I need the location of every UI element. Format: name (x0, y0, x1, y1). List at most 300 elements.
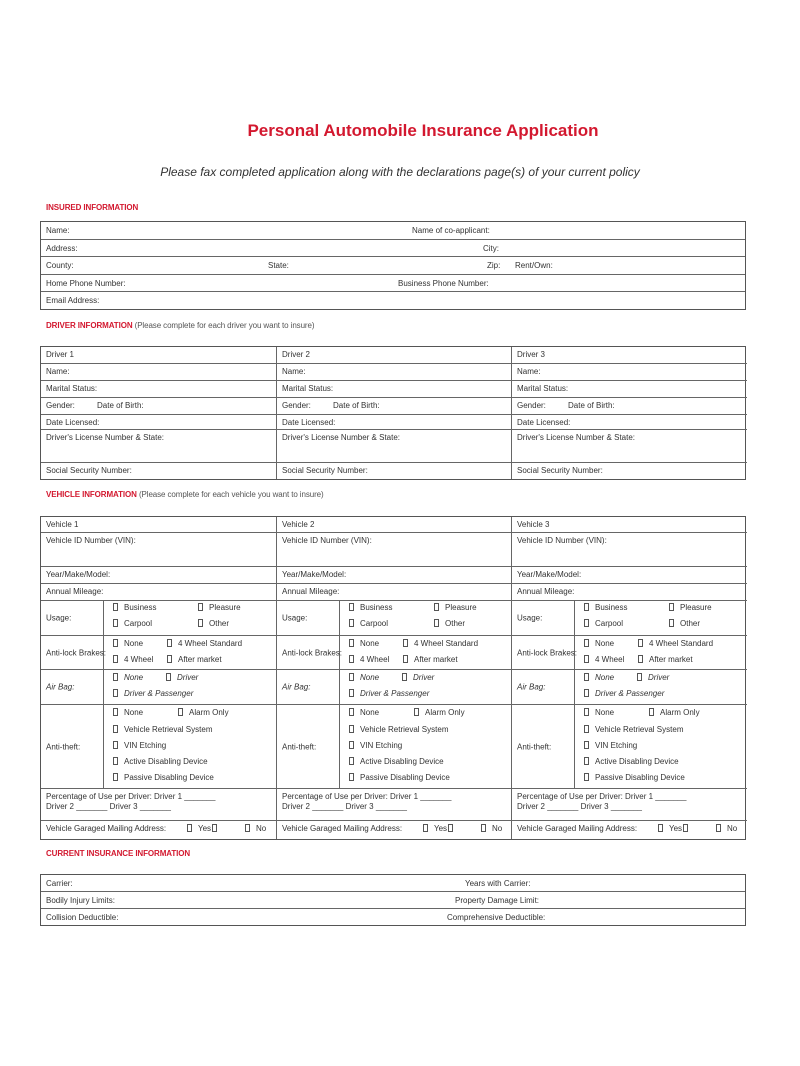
vehicle-header[interactable] (277, 517, 511, 533)
checkbox-icon[interactable] (113, 708, 118, 716)
checkbox-option[interactable] (402, 673, 434, 682)
driver-marital[interactable] (512, 381, 747, 398)
checkbox-option[interactable] (349, 725, 448, 734)
checkbox-option[interactable] (638, 639, 713, 648)
checkbox-icon[interactable] (113, 741, 118, 749)
checkbox-icon[interactable] (349, 725, 354, 733)
checkbox-option[interactable] (349, 639, 379, 648)
insured-row-name[interactable] (41, 222, 745, 240)
option-label: Other (445, 619, 466, 628)
driver-ssn-label: Social Security Number: (517, 466, 603, 475)
checkbox-icon[interactable] (434, 619, 439, 627)
option-label: Other (680, 619, 701, 628)
abs[interactable] (277, 636, 511, 670)
option-label: 4 Wheel (124, 655, 154, 664)
current-row-carrier[interactable] (41, 875, 745, 892)
checkbox-icon[interactable] (113, 773, 118, 781)
checkbox-icon[interactable] (113, 689, 118, 697)
checkbox-icon[interactable] (212, 824, 217, 832)
option-label: Yes (198, 824, 212, 833)
checkbox-icon[interactable] (481, 824, 486, 832)
address-label: Address: (46, 244, 78, 253)
checkbox-icon[interactable] (638, 655, 643, 663)
checkbox-option[interactable] (403, 639, 478, 648)
checkbox-option[interactable] (113, 619, 152, 628)
garaged-address-label: Vehicle Garaged Mailing Address: (282, 824, 403, 833)
driver-ssn[interactable] (512, 463, 747, 479)
checkbox-icon[interactable] (245, 824, 250, 832)
driver-header-label: Driver 3 (517, 350, 546, 359)
driver-ssn-label: Social Security Number: (46, 466, 132, 475)
checkbox-icon[interactable] (584, 655, 589, 663)
option-label: Passive Disabling Device (595, 773, 685, 782)
airbag-label-cell (277, 670, 340, 704)
option-label: Vehicle Retrieval System (360, 725, 449, 734)
driver-header[interactable] (512, 347, 747, 364)
driver-gender-label: Gender: (282, 401, 311, 410)
checkbox-option[interactable] (584, 603, 627, 612)
checkbox-option[interactable] (113, 639, 143, 648)
pct-line1: Percentage of Use per Driver: Driver 1 _______ (46, 792, 216, 801)
usage-label: Usage: (282, 613, 308, 623)
checkbox-icon[interactable] (584, 741, 589, 749)
checkbox-icon[interactable] (349, 619, 354, 627)
abs-label-cell (277, 636, 343, 669)
form-title: Personal Automobile Insurance Application (247, 121, 599, 140)
option-label: After market (649, 655, 693, 664)
option-label: Business (124, 603, 157, 612)
checkbox-icon[interactable] (178, 708, 183, 716)
antitheft-label-cell (512, 705, 575, 788)
checkbox-icon[interactable] (584, 725, 589, 733)
checkbox-option[interactable] (669, 603, 712, 612)
checkbox-option[interactable] (349, 603, 392, 612)
checkbox-option[interactable] (113, 655, 153, 664)
checkbox-option[interactable] (187, 824, 223, 833)
antitheft-label: Anti-theft: (46, 742, 81, 751)
checkbox-icon[interactable] (402, 673, 407, 681)
checkbox-icon[interactable] (669, 603, 674, 611)
option-label: VIN Etching (124, 741, 167, 750)
driver-name[interactable] (512, 364, 747, 381)
driver-license-no[interactable] (512, 430, 747, 463)
checkbox-option[interactable] (584, 655, 624, 664)
comprehensive-label: Comprehensive Deductible: (447, 913, 546, 922)
abs-label: Anti-lock Brakes: (46, 648, 107, 657)
zip-label: Zip: (487, 261, 501, 270)
driver-ssn[interactable] (277, 463, 511, 479)
option-label: No (256, 824, 267, 833)
checkbox-option[interactable] (403, 655, 458, 664)
checkbox-option[interactable] (584, 741, 637, 750)
checkbox-icon[interactable] (113, 725, 118, 733)
checkbox-icon[interactable] (349, 673, 354, 681)
option-label: Pleasure (680, 603, 712, 612)
vehicle-ymm[interactable] (41, 567, 276, 584)
driver-marital[interactable] (41, 381, 276, 398)
insured-row-email[interactable] (41, 292, 745, 309)
checkbox-icon[interactable] (638, 639, 643, 647)
checkbox-option[interactable] (113, 725, 212, 734)
rent-own-label: Rent/Own: (515, 261, 553, 270)
checkbox-option[interactable] (349, 741, 402, 750)
airbag-label-cell (41, 670, 104, 704)
checkbox-icon[interactable] (198, 603, 203, 611)
option-label: Alarm Only (425, 708, 465, 717)
checkbox-icon[interactable] (584, 673, 589, 681)
option-label: Driver (177, 673, 199, 682)
checkbox-icon[interactable] (349, 655, 354, 663)
vehicle-header-label: Vehicle 3 (517, 520, 550, 529)
checkbox-option[interactable] (113, 757, 208, 766)
option-label: Carpool (124, 619, 153, 628)
driver-marital-label: Marital Status: (46, 384, 98, 393)
garaged-address-label: Vehicle Garaged Mailing Address: (46, 824, 167, 833)
checkbox-option[interactable] (584, 773, 685, 782)
vehicle-column (41, 517, 277, 839)
checkbox-option[interactable] (423, 824, 459, 833)
driver-gender-label: Gender: (46, 401, 75, 410)
insured-table (40, 221, 746, 310)
vehicle-ymm-label: Year/Make/Model: (282, 570, 347, 579)
checkbox-icon[interactable] (167, 655, 172, 663)
vehicle-mileage[interactable] (512, 584, 747, 601)
checkbox-icon[interactable] (349, 689, 354, 697)
checkbox-icon[interactable] (716, 824, 721, 832)
vehicle-mileage[interactable] (277, 584, 511, 601)
checkbox-option[interactable] (434, 619, 465, 628)
current-row-collision[interactable] (41, 909, 745, 925)
checkbox-icon[interactable] (584, 689, 589, 697)
bodily-label: Bodily Injury Limits: (46, 896, 115, 905)
option-label: None (360, 639, 380, 648)
checkbox-option[interactable] (658, 824, 694, 833)
option-label: Alarm Only (660, 708, 700, 717)
option-label: Driver & Passenger (595, 689, 665, 698)
vehicle-ymm[interactable] (277, 567, 511, 584)
years-label: Years with Carrier: (465, 879, 531, 888)
checkbox-option[interactable] (584, 639, 614, 648)
checkbox-option[interactable] (198, 603, 241, 612)
antitheft-label-cell (277, 705, 340, 788)
checkbox-option[interactable] (349, 708, 379, 717)
checkbox-icon[interactable] (113, 603, 118, 611)
vehicle-header[interactable] (512, 517, 747, 533)
checkbox-icon[interactable] (658, 824, 663, 832)
vehicle-mileage-label: Annual Mileage: (46, 587, 104, 596)
driver-license-no[interactable] (277, 430, 511, 463)
checkbox-icon[interactable] (349, 708, 354, 716)
vehicle-ymm-label: Year/Make/Model: (46, 570, 111, 579)
checkbox-icon[interactable] (584, 619, 589, 627)
option-label: No (492, 824, 503, 833)
usage[interactable] (512, 601, 747, 636)
vehicle-vin[interactable] (277, 533, 511, 567)
checkbox-option[interactable] (414, 708, 465, 717)
percentage-of-use[interactable] (277, 789, 511, 821)
driver-gender[interactable] (512, 398, 747, 415)
checkbox-icon[interactable] (649, 708, 654, 716)
option-label: VIN Etching (595, 741, 638, 750)
checkbox-option[interactable] (113, 741, 166, 750)
vehicle-vin-label: Vehicle ID Number (VIN): (46, 536, 136, 545)
driver-marital-label: Marital Status: (517, 384, 569, 393)
driver-note: (Please complete for each driver you want to insure) (134, 321, 315, 330)
checkbox-option[interactable] (349, 757, 444, 766)
driver-name-label: Name: (517, 367, 541, 376)
checkbox-option[interactable] (584, 689, 664, 698)
name-label: Name: (46, 226, 70, 235)
checkbox-option[interactable] (113, 689, 193, 698)
insured-row-phone[interactable] (41, 275, 745, 292)
driver-header-label: Driver 1 (46, 350, 75, 359)
checkbox-icon[interactable] (584, 757, 589, 765)
checkbox-option[interactable] (638, 655, 693, 664)
checkbox-option[interactable] (198, 619, 229, 628)
antitheft[interactable] (41, 705, 276, 789)
driver-license-no-label: Driver's License Number & State: (517, 433, 636, 442)
option-label: Alarm Only (189, 708, 229, 717)
garaged-address[interactable] (512, 821, 747, 839)
checkbox-option[interactable] (584, 725, 683, 734)
checkbox-option[interactable] (669, 619, 700, 628)
checkbox-option[interactable] (349, 655, 389, 664)
checkbox-icon[interactable] (349, 639, 354, 647)
checkbox-icon[interactable] (349, 773, 354, 781)
antitheft[interactable] (512, 705, 747, 789)
checkbox-option[interactable] (349, 673, 379, 682)
option-label: Yes (434, 824, 448, 833)
driver-ssn-label: Social Security Number: (282, 466, 368, 475)
current-table (40, 874, 746, 926)
home-phone-label: Home Phone Number: (46, 279, 126, 288)
abs[interactable] (512, 636, 747, 670)
checkbox-option[interactable] (113, 773, 214, 782)
checkbox-icon[interactable] (113, 619, 118, 627)
option-label: 4 Wheel (595, 655, 625, 664)
checkbox-option[interactable] (166, 673, 198, 682)
insured-row-county[interactable] (41, 257, 745, 275)
airbag[interactable] (41, 670, 276, 705)
checkbox-option[interactable] (167, 639, 242, 648)
vehicle-vin-label: Vehicle ID Number (VIN): (282, 536, 372, 545)
checkbox-option[interactable] (113, 603, 156, 612)
checkbox-option[interactable] (167, 655, 222, 664)
checkbox-option[interactable] (349, 773, 450, 782)
option-label: Pleasure (209, 603, 241, 612)
checkbox-icon[interactable] (113, 673, 118, 681)
checkbox-icon[interactable] (113, 757, 118, 765)
driver-gender[interactable] (41, 398, 276, 415)
vehicle-vin[interactable] (512, 533, 747, 567)
checkbox-option[interactable] (716, 824, 737, 833)
percentage-of-use[interactable] (41, 789, 276, 821)
driver-table (40, 346, 746, 480)
option-label: Carpool (595, 619, 624, 628)
option-label: Passive Disabling Device (124, 773, 214, 782)
checkbox-option[interactable] (113, 673, 143, 682)
checkbox-icon[interactable] (584, 603, 589, 611)
driver-header[interactable] (277, 347, 511, 364)
checkbox-icon[interactable] (403, 639, 408, 647)
airbag-label: Air Bag: (282, 682, 311, 692)
checkbox-icon[interactable] (414, 708, 419, 716)
checkbox-option[interactable] (584, 708, 614, 717)
dob-label: Date of Birth: (333, 401, 380, 410)
airbag-label: Air Bag: (517, 682, 546, 692)
driver-name[interactable] (41, 364, 276, 381)
checkbox-icon[interactable] (584, 773, 589, 781)
vehicle-mileage[interactable] (41, 584, 276, 601)
checkbox-icon[interactable] (403, 655, 408, 663)
vehicle-mileage-label: Annual Mileage: (517, 587, 575, 596)
vehicle-ymm-label: Year/Make/Model: (517, 570, 582, 579)
vehicle-table (40, 516, 746, 840)
driver-header-label: Driver 2 (282, 350, 311, 359)
usage-label: Usage: (46, 613, 72, 623)
email-label: Email Address: (46, 296, 100, 305)
checkbox-option[interactable] (637, 673, 669, 682)
option-label: Active Disabling Device (595, 757, 679, 766)
checkbox-option[interactable] (178, 708, 229, 717)
garaged-address-label: Vehicle Garaged Mailing Address: (517, 824, 638, 833)
checkbox-icon[interactable] (584, 708, 589, 716)
checkbox-icon[interactable] (584, 639, 589, 647)
checkbox-option[interactable] (349, 619, 388, 628)
option-label: Driver (413, 673, 435, 682)
antitheft-label-cell (41, 705, 104, 788)
driver-licensed[interactable] (512, 415, 747, 430)
option-label: Business (595, 603, 628, 612)
driver-licensed[interactable] (41, 415, 276, 430)
garaged-address[interactable] (41, 821, 276, 839)
driver-heading-text: DRIVER INFORMATION (46, 321, 133, 330)
driver-header[interactable] (41, 347, 276, 364)
option-label: Driver (648, 673, 670, 682)
checkbox-icon[interactable] (683, 824, 688, 832)
county-label: County: (46, 261, 74, 270)
checkbox-icon[interactable] (434, 603, 439, 611)
airbag[interactable] (277, 670, 511, 705)
checkbox-option[interactable] (113, 708, 143, 717)
current-row-bodily[interactable] (41, 892, 745, 909)
driver-marital[interactable] (277, 381, 511, 398)
option-label: 4 Wheel Standard (649, 639, 714, 648)
checkbox-icon[interactable] (349, 603, 354, 611)
checkbox-icon[interactable] (448, 824, 453, 832)
option-label: Active Disabling Device (360, 757, 444, 766)
checkbox-option[interactable] (434, 603, 477, 612)
checkbox-icon[interactable] (113, 639, 118, 647)
pct-line2: Driver 2 _______ Driver 3 _______ (517, 802, 642, 811)
checkbox-icon[interactable] (166, 673, 171, 681)
abs-label-cell (41, 636, 107, 669)
option-label: None (124, 673, 144, 682)
garaged-address[interactable] (277, 821, 511, 839)
checkbox-icon[interactable] (637, 673, 642, 681)
checkbox-option[interactable] (584, 673, 614, 682)
option-label: None (124, 708, 144, 717)
vehicle-heading-text: VEHICLE INFORMATION (46, 490, 137, 499)
driver-licensed[interactable] (277, 415, 511, 430)
percentage-of-use[interactable] (512, 789, 747, 821)
checkbox-option[interactable] (649, 708, 700, 717)
vehicle-mileage-label: Annual Mileage: (282, 587, 340, 596)
pct-line1: Percentage of Use per Driver: Driver 1 _______ (282, 792, 452, 801)
dob-label: Date of Birth: (97, 401, 144, 410)
driver-name-label: Name: (46, 367, 70, 376)
abs[interactable] (41, 636, 276, 670)
option-label: Yes (669, 824, 683, 833)
usage[interactable] (41, 601, 276, 636)
option-label: VIN Etching (360, 741, 403, 750)
carrier-label: Carrier: (46, 879, 73, 888)
checkbox-icon[interactable] (113, 655, 118, 663)
pct-line2: Driver 2 _______ Driver 3 _______ (282, 802, 407, 811)
abs-label: Anti-lock Brakes: (282, 648, 343, 657)
driver-gender-label: Gender: (517, 401, 546, 410)
driver-license-no-label: Driver's License Number & State: (282, 433, 401, 442)
usage-label-cell (277, 601, 340, 635)
driver-name[interactable] (277, 364, 511, 381)
driver-gender[interactable] (277, 398, 511, 415)
checkbox-icon[interactable] (198, 619, 203, 627)
checkbox-icon[interactable] (349, 741, 354, 749)
driver-ssn[interactable] (41, 463, 276, 479)
usage-label-cell (512, 601, 575, 635)
antitheft-label: Anti-theft: (517, 742, 552, 751)
airbag[interactable] (512, 670, 747, 705)
driver-licensed-label: Date Licensed: (282, 418, 336, 427)
insured-heading: INSURED INFORMATION (46, 203, 139, 212)
usage-label: Usage: (517, 613, 543, 623)
checkbox-option[interactable] (245, 824, 266, 833)
vehicle-ymm[interactable] (512, 567, 747, 584)
vehicle-header-label: Vehicle 1 (46, 520, 79, 529)
antitheft-label: Anti-theft: (282, 742, 317, 751)
checkbox-icon[interactable] (349, 757, 354, 765)
driver-column (277, 347, 512, 479)
option-label: Carpool (360, 619, 389, 628)
driver-column (41, 347, 277, 479)
vehicle-heading (46, 490, 324, 499)
checkbox-option[interactable] (584, 619, 623, 628)
option-label: Vehicle Retrieval System (595, 725, 684, 734)
usage[interactable] (277, 601, 511, 636)
checkbox-icon[interactable] (187, 824, 192, 832)
vehicle-column (512, 517, 747, 839)
checkbox-icon[interactable] (423, 824, 428, 832)
vehicle-header[interactable] (41, 517, 276, 533)
vehicle-vin[interactable] (41, 533, 276, 567)
driver-license-no[interactable] (41, 430, 276, 463)
option-label: None (360, 673, 380, 682)
option-label: Driver & Passenger (360, 689, 430, 698)
insured-row-address[interactable] (41, 240, 745, 257)
abs-label-cell (512, 636, 578, 669)
checkbox-icon[interactable] (669, 619, 674, 627)
vehicle-note: (Please complete for each vehicle you want to insure) (138, 490, 324, 499)
antitheft[interactable] (277, 705, 511, 789)
driver-marital-label: Marital Status: (282, 384, 334, 393)
vehicle-column (277, 517, 512, 839)
checkbox-icon[interactable] (167, 639, 172, 647)
checkbox-option[interactable] (481, 824, 502, 833)
pct-line1: Percentage of Use per Driver: Driver 1 _______ (517, 792, 687, 801)
checkbox-option[interactable] (349, 689, 429, 698)
option-label: After market (178, 655, 222, 664)
checkbox-option[interactable] (584, 757, 679, 766)
